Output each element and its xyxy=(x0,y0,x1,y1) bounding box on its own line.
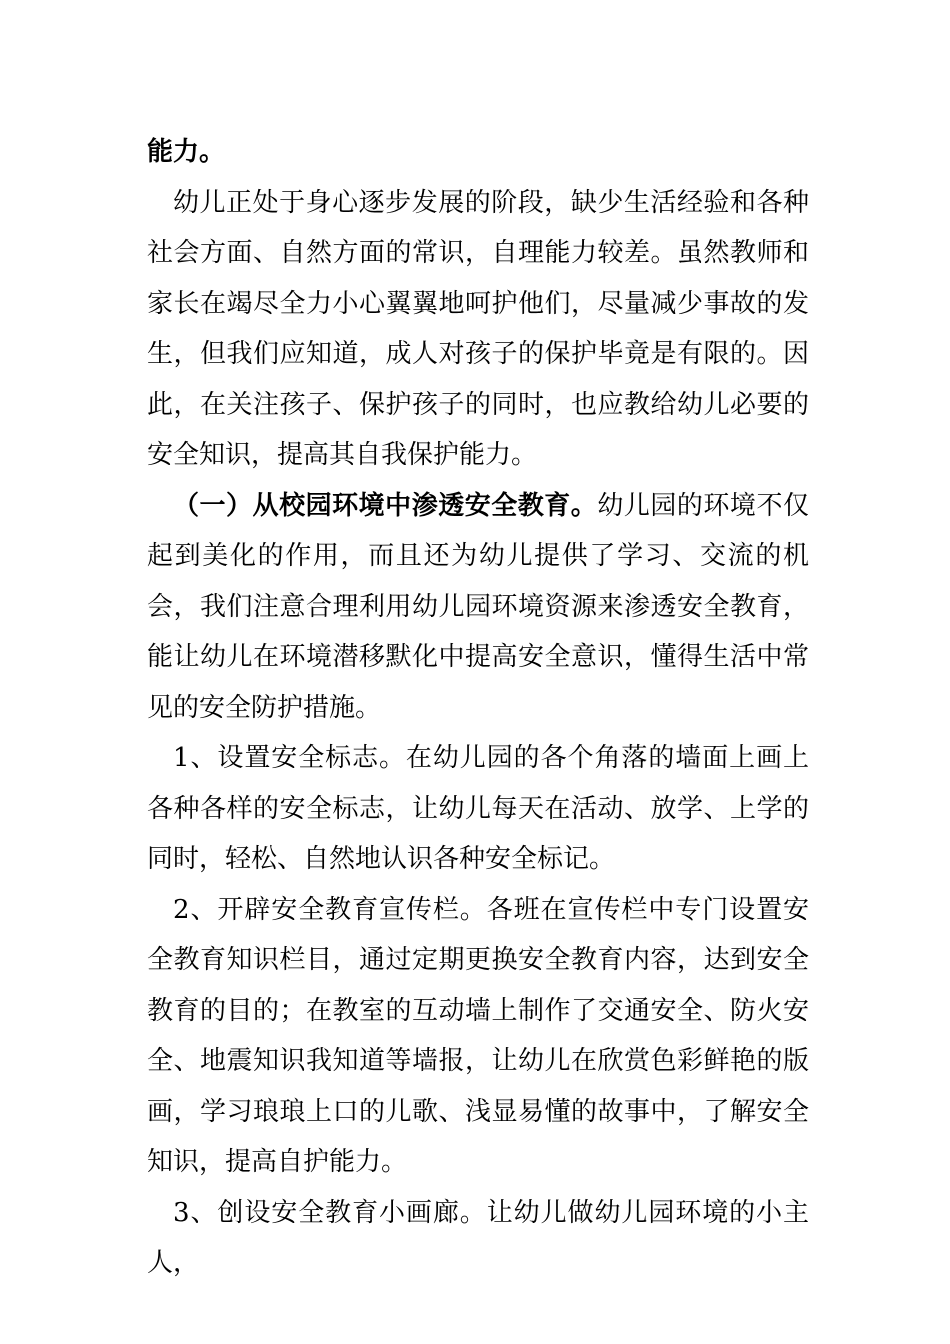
document-body xyxy=(147,127,809,1289)
paragraph-text: 2、开辟安全教育宣传栏。各班在宣传栏中专门设置安全教育知识栏目，通过定期更换安全教育内容，达到安全教育的目的；在教室的互动墙上制作了交通安全、防火安全、地震知识我知道等墙报，让幼儿在欣赏色彩鲜艳的版画，学习琅琅上口的儿歌、浅显易懂的故事中，了解安全知识，提高自护能力。 xyxy=(147,894,809,1177)
paragraph-text: 1、设置安全标志。在幼儿园的各个角落的墙面上画上各种各样的安全标志，让幼儿每天在活动、放学、上学的同时，轻松、自然地认识各种安全标记。 xyxy=(147,743,809,874)
paragraph-item-2 xyxy=(147,885,809,1188)
paragraph-item-1 xyxy=(147,733,809,885)
paragraph-intro xyxy=(147,178,809,481)
paragraph-text: 能力。 xyxy=(147,137,226,167)
paragraph-text: 幼儿园的环境不仅起到美化的作用，而且还为幼儿提供了学习、交流的机会，我们注意合理利用幼儿园环境资源来渗透安全教育，能让幼儿在环境潜移默化中提高安全意识，懂得生活中常见的安全防护措施。 xyxy=(147,490,809,723)
paragraph-text: 3、创设安全教育小画廊。让幼儿做幼儿园环境的小主人， xyxy=(147,1197,809,1278)
paragraph-continuation xyxy=(147,127,809,178)
paragraph-text: 幼儿正处于身心逐步发展的阶段，缺少生活经验和各种社会方面、自然方面的常识，自理能力较差。虽然教师和家长在竭尽全力小心翼翼地呵护他们，尽量减少事故的发生，但我们应知道，成人对孩子的保护毕竟是有限的。因此，在关注孩子、保护孩子的同时，也应教给幼儿必要的安全知识，提高其自我保护能力。 xyxy=(147,187,809,470)
paragraph-section-one xyxy=(147,481,809,734)
section-heading: （一）从校园环境中渗透安全教育。 xyxy=(173,490,598,521)
paragraph-item-3 xyxy=(147,1188,809,1289)
